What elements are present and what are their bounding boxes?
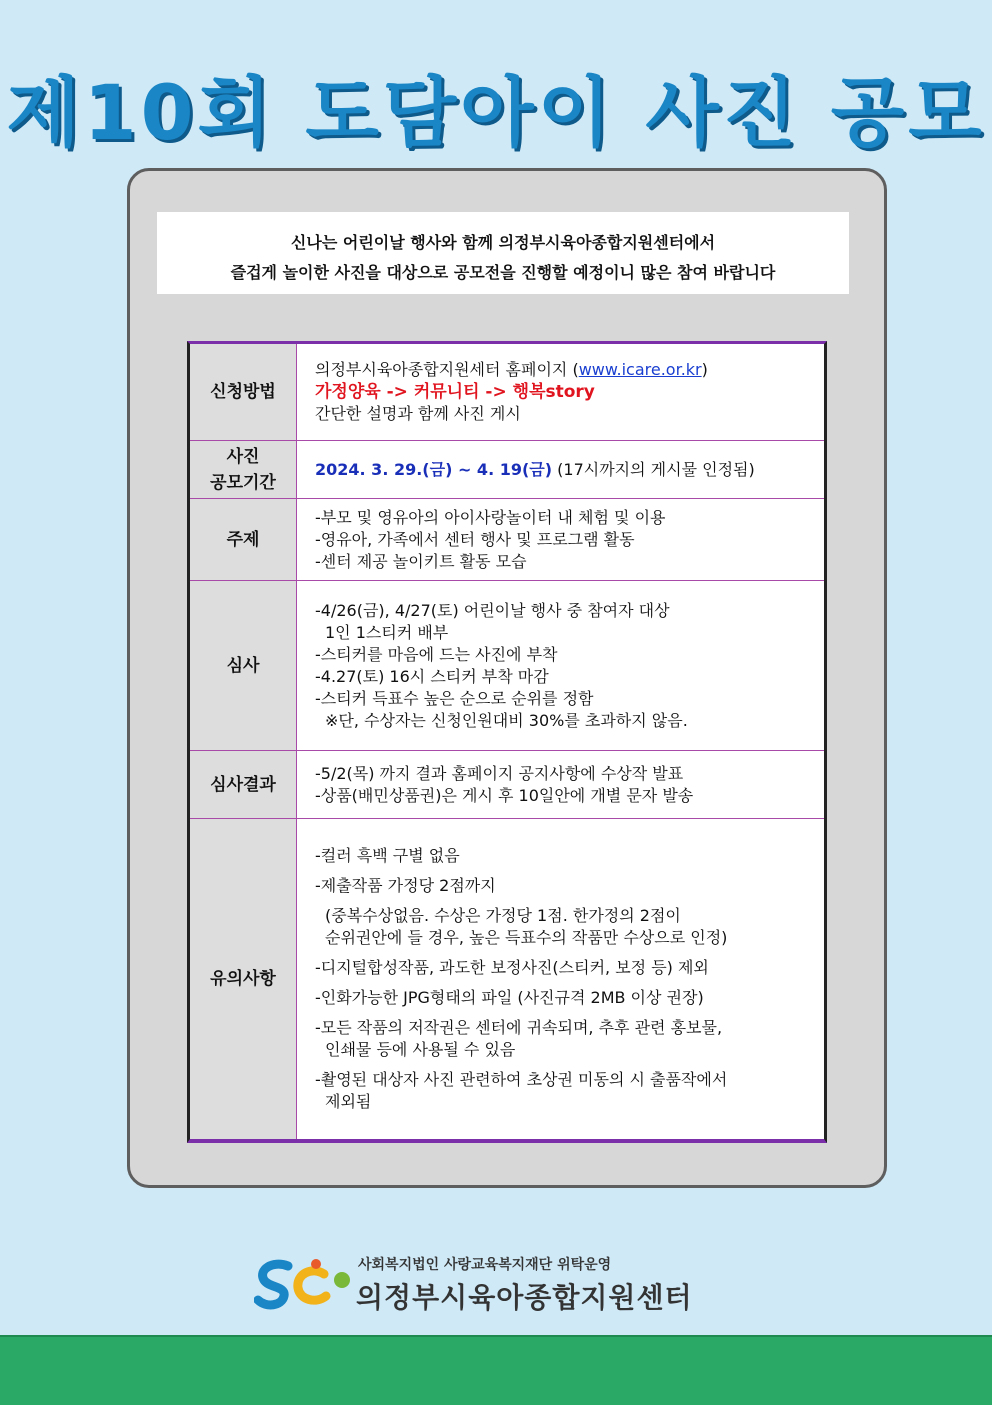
footer-center-name: 의정부시육아종합지원센터: [356, 1281, 693, 1314]
notes-line: -모든 작품의 저작권은 센터에 귀속되며, 추후 관련 홍보물,: [315, 1018, 723, 1037]
judging-line: ※단, 수상자는 신청인원대비 30%를 초과하지 않음.: [325, 710, 688, 730]
theme-line: -영유아, 가족에서 센터 행사 및 프로그램 활동: [315, 529, 635, 549]
results-line: -상품(배민상품권)은 게시 후 10일안에 개별 문자 발송: [315, 785, 694, 805]
intro-line-2: 즐겁게 놀이한 사진을 대상으로 공모전을 진행할 예정이니 많은 참여 바랍니다: [230, 263, 776, 282]
page-title: 제10회 도담아이 사진 공모: [6, 68, 986, 157]
table-row-theme: [190, 499, 824, 581]
judging-line: -스티커를 마음에 드는 사진에 부착: [315, 644, 558, 664]
row-label-notes: 유의사항: [190, 819, 297, 1139]
period-note: (17시까지의 게시물 인정됨): [552, 459, 755, 479]
apply-line-1-text: 의정부시육아종합지원세터 홈페이지 (: [315, 360, 579, 379]
table-row-judging: [190, 581, 824, 751]
intro-box: [157, 212, 849, 294]
row-content-judging: [297, 581, 824, 750]
info-table: [187, 341, 827, 1143]
notes-line: 순위권안에 들 경우, 높은 득표수의 작품만 수상으로 인정): [325, 928, 728, 947]
theme-line: -센터 제공 놀이키트 활동 모습: [315, 551, 527, 571]
table-row-results: [190, 751, 824, 819]
period-dates: 2024. 3. 29.(금) ~ 4. 19(금): [315, 459, 553, 479]
row-label-judging: 심사: [190, 581, 297, 750]
table-row-notes: [190, 819, 824, 1139]
apply-line-3: 간단한 설명과 함께 사진 게시: [315, 404, 521, 423]
row-content-notes: [297, 819, 824, 1139]
notes-line: -컬러 흑백 구별 없음: [315, 846, 460, 865]
apply-path: 가정양육 -> 커뮤니티 -> 행복story: [315, 382, 595, 402]
judging-line: -4.27(토) 16시 스티커 부착 마감: [315, 666, 549, 686]
row-content-results: [297, 751, 824, 818]
row-label-theme: 주제: [190, 499, 297, 580]
theme-line: -부모 및 영유아의 아이사랑놀이터 내 체험 및 이용: [315, 507, 666, 527]
notes-line: 제외됨: [325, 1092, 372, 1111]
judging-line: -스티커 득표수 높은 순으로 순위를 정함: [315, 688, 594, 708]
footer-operator: 사회복지법인 사랑교육복지재단 위탁운영: [358, 1257, 612, 1273]
row-label-results: 심사결과: [190, 751, 297, 818]
apply-line-1: [315, 359, 824, 381]
homepage-link[interactable]: www.icare.or.kr: [578, 360, 702, 379]
row-content-apply: [297, 344, 824, 440]
judging-line: -4/26(금), 4/27(토) 어린이날 행사 중 참여자 대상: [315, 600, 670, 620]
period-label-line-2: 공모기간: [210, 472, 276, 493]
center-logo-icon: [254, 1256, 354, 1312]
apply-line-1-suffix: ): [701, 360, 708, 379]
results-line: -5/2(목) 까지 결과 홈페이지 공지사항에 수상작 발표: [315, 763, 684, 783]
notes-line: -제출작품 가정당 2점까지: [315, 876, 496, 895]
table-row-period: [190, 441, 824, 499]
notes-line: -인화가능한 JPG형태의 파일 (사진규격 2MB 이상 권장): [315, 988, 704, 1007]
row-label-apply: 신청방법: [190, 344, 297, 440]
row-content-period: [297, 441, 824, 498]
notes-line: -디지털합성작품, 과도한 보정사진(스티커, 보정 등) 제외: [315, 958, 709, 977]
row-content-theme: [297, 499, 824, 580]
notes-line: (중복수상없음. 수상은 가정당 1점. 한가정의 2점이: [325, 906, 681, 925]
judging-line: 1인 1스티커 배부: [325, 622, 449, 642]
row-label-period: [190, 441, 297, 498]
table-row-apply: [190, 344, 824, 441]
intro-line-1: 신나는 어린이날 행사와 함께 의정부시육아종합지원센터에서: [290, 233, 716, 252]
notes-line: 인쇄물 등에 사용될 수 있음: [325, 1040, 516, 1059]
period-label-line-1: 사진: [226, 446, 260, 467]
notes-line: -촬영된 대상자 사진 관련하여 초상권 미동의 시 출품작에서: [315, 1070, 728, 1089]
bottom-bar: [0, 1335, 992, 1405]
